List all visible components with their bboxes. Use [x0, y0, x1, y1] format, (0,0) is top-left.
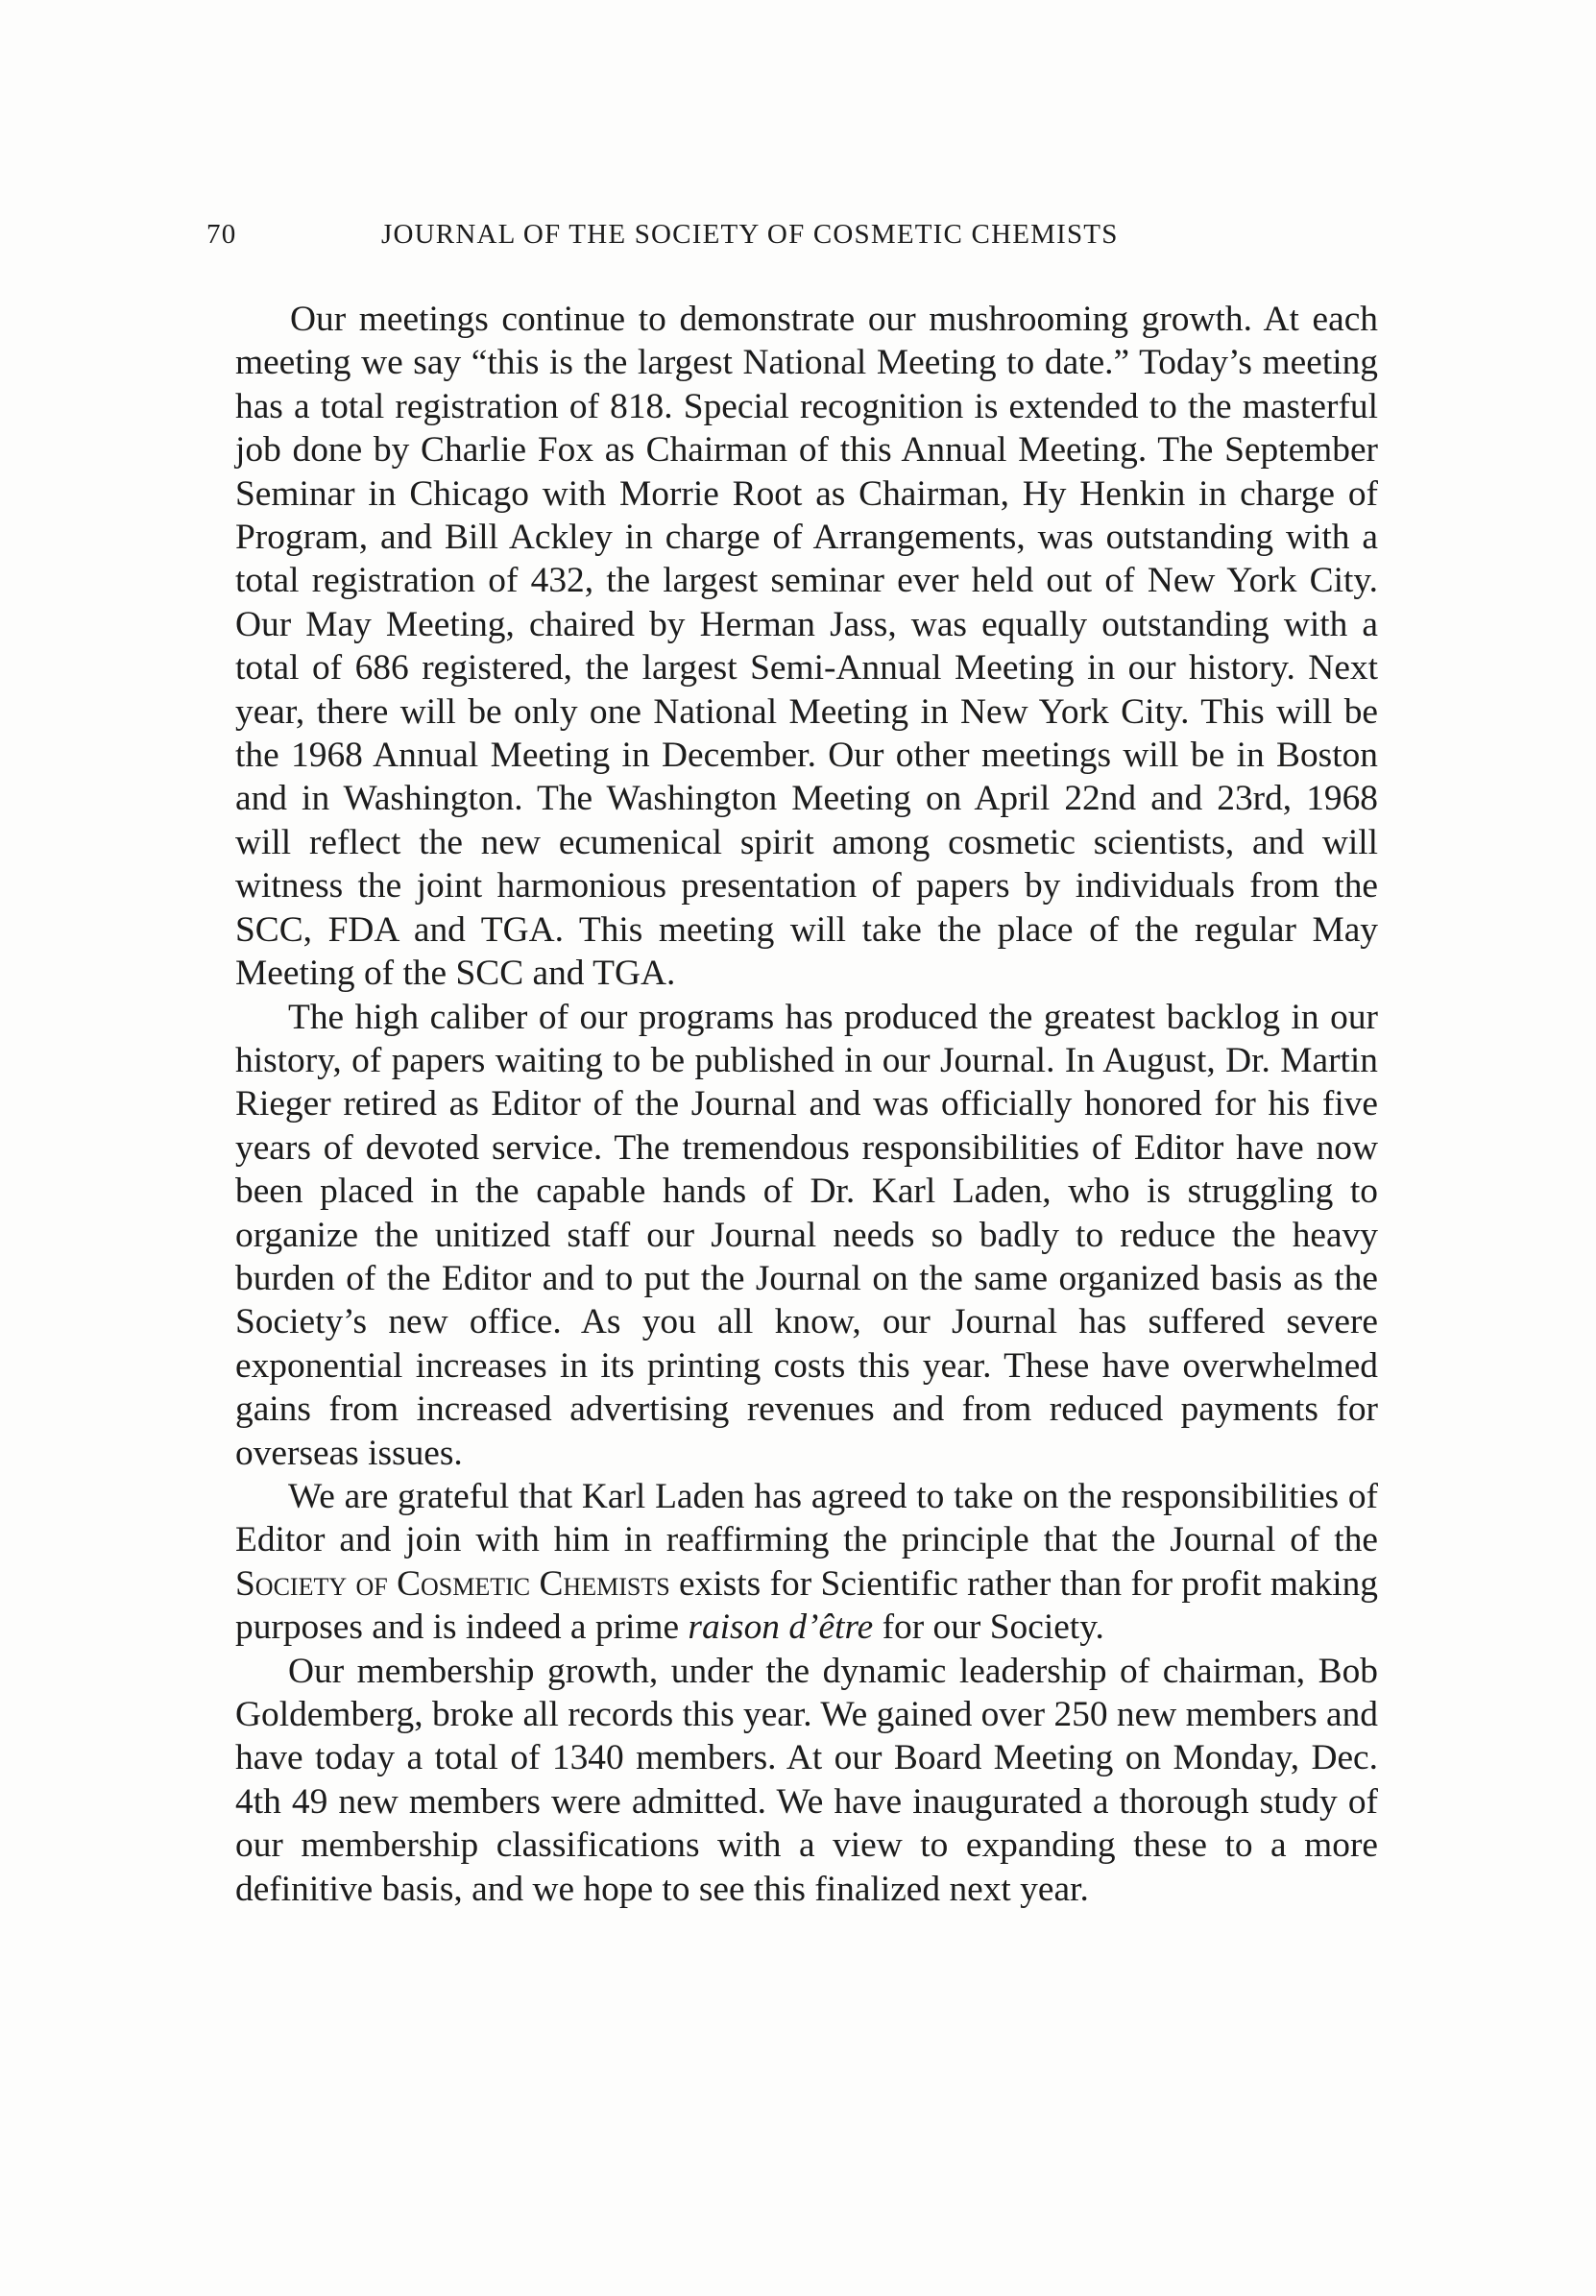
paragraph-membership: Our membership growth, under the dynamic leadership of chairman, Bob Goldemberg, broke all records this year. We gained over 250 new members and have today a total of 1340 members. At our Board Meeting on Monday, Dec. 4th 49 new members were admitted. We have inaugurated a thorough study of our membership classifications with a view to expanding these to a more definitive basis, and we hope to see this finalized next year. — [235, 1651, 1378, 1909]
article-body — [235, 298, 1378, 1911]
journal-title: JOURNAL OF THE SOCIETY OF COSMETIC CHEMISTS — [381, 219, 1119, 250]
paragraph-editor — [235, 1475, 1378, 1650]
society-name: Society of Cosmetic Chemists — [235, 1563, 670, 1604]
running-header — [206, 219, 1388, 261]
paragraph-editor-middle: exists for Scientific rather than for profit making purposes and is indeed a prime — [235, 1563, 1378, 1648]
italic-phrase: raison d’être — [688, 1607, 874, 1648]
paragraph-journal: The high caliber of our programs has produced the greatest backlog in our history, of papers waiting to be published in our Journal. In August, Dr. Martin Rieger retired as Editor of the Journal and was officially honored for his five years of devoted service. The tremendous responsibilities of Editor have now been placed in the capable hands of Dr. Karl Laden, who is struggling to organize the unitized staff our Journal needs so badly to reduce the heavy burden of the Editor and to put the Journal on the same organized basis as the Society’s new office. As you all know, our Journal has suffered severe exponential increases in its printing costs this year. These have overwhelmed gains from increased advertising revenues and from reduced payments for overseas issues. — [235, 997, 1378, 1473]
paragraph-meetings: Our meetings continue to demonstrate our mushrooming growth. At each meeting we say “this is the largest National Meeting to date.” Today’s meeting has a total registration of 818. Special recognition is extended to the masterful job done by Charlie Fox as Chairman of this Annual Meeting. The September Seminar in Chicago with Morrie Root as Chairman, Hy Henkin in charge of Program, and Bill Ackley in charge of Arrangements, was outstanding with a total registration of 432, the largest seminar ever held out of New York City. Our May Meeting, chaired by Herman Jass, was equally outstanding with a total of 686 registered, the largest Semi-Annual Meeting in our history. Next year, there will be only one National Meeting in New York City. This will be the 1968 Annual Meeting in December. Our other meetings will be in Boston and in Washington. The Washington Meeting on April 22nd and 23rd, 1968 will reflect the new ecumenical spirit among cosmetic scientists, and will witness the joint harmonious presentation of papers by individuals from the SCC, FDA and TGA. This meeting will take the place of the regular May Meeting of the SCC and TGA. — [235, 300, 1378, 994]
page-number: 70 — [206, 219, 237, 250]
paragraph-editor-after: for our Society. — [873, 1607, 1104, 1648]
paragraph-editor-before: We are grateful that Karl Laden has agreed to take on the responsibilities of Editor and join with him in reaffirming the principle that the Journal of the — [235, 1476, 1378, 1560]
